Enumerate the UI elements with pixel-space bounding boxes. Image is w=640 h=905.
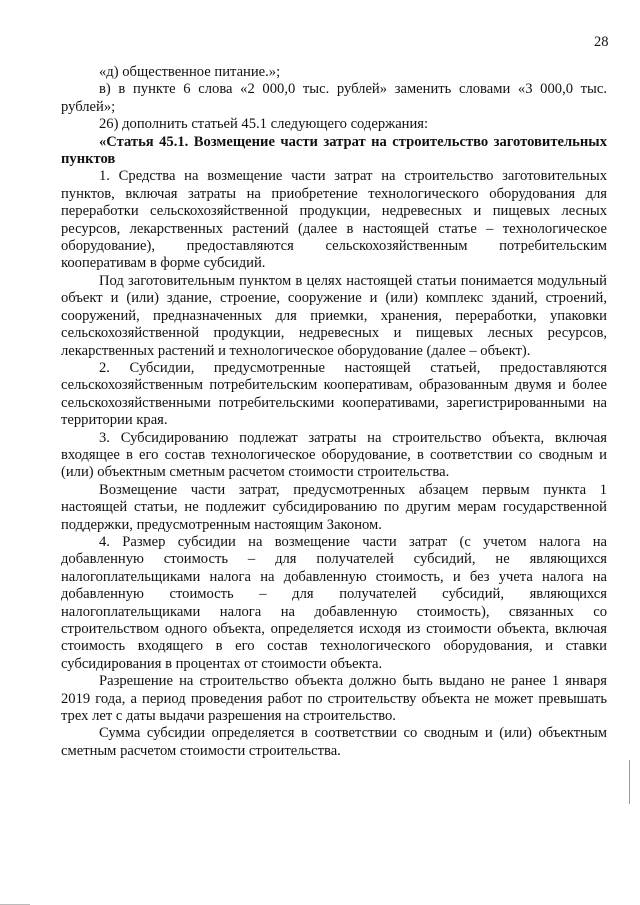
article-heading: «Статья 45.1. Возмещение части затрат на строительство заготовительных пунктов: [61, 133, 607, 168]
paragraph-point-3: 3. Субсидированию подлежат затраты на строительство объекта, включая входящее в его состав технологическое оборудование, в соответствии со сводным и (или) объектным сметным расчетом стоимости строительства.: [61, 429, 607, 481]
paragraph-item-26: 26) дополнить статьей 45.1 следующего содержания:: [99, 116, 429, 133]
paragraph-point-3-note: Возмещение части затрат, предусмотренных абзацем первым пункта 1 настоящей статьи, не подлежит субсидированию по другим мерам государственной поддержки, предусмотренным настоящим Законом.: [61, 481, 607, 533]
paragraph-point-1: 1. Средства на возмещение части затрат на строительство заготовительных пунктов, включая затраты на приобретение технологического оборудования для переработки сельскохозяйственной продукции, недревесных и пищевых лесных ресурсов, лекарственных растений (далее в настоящей статье – технологическое оборудование), предоставляются сельскохозяйственным потребительским кооперативам в форме субсидий.: [61, 168, 607, 272]
paragraph-point-4: 4. Размер субсидии на возмещение части затрат (с учетом налога на добавленную стоимость – для получателей субсидий, не являющихся налогоплательщиками налога на добавленную стоимость, и без учета налога на добавленную стоимость – для получателей субсидий, являющихся налогоплательщиками налога на добавленную стоимость), связанных со строительством одного объекта, определяется исходя из стоимости объекта, включая стоимость входящего в его состав технологического оборудования, и ставки субсидирования в процентах от стоимости объекта.: [61, 533, 607, 672]
paragraph-permit: Разрешение на строительство объекта должно быть выдано не ранее 1 января 2019 года, а период проведения работ по строительству объекта не может превышать трех лет с даты выдачи разрешения на строительство.: [61, 673, 607, 725]
paragraph-point-2: 2. Субсидии, предусмотренные настоящей статьей, предоставляются сельскохозяйственным потребительским кооперативам, образованным двумя и более сельскохозяйственными потребительскими кооперативами, зарегистрированными на территории края.: [61, 359, 607, 429]
paragraph-definition: Под заготовительным пунктом в целях настоящей статьи понимается модульный объект и (или) здание, строение, сооружение и (или) комплекс зданий, строений, сооружений, предназначенных для приемки, хранения, переработки, упаковки сельскохозяйственной продукции, недревесных и пищевых лесных ресурсов, лекарственных растений и технологическое оборудование (далее – объект).: [61, 272, 607, 359]
paragraph-item-d: «д) общественное питание.»;: [99, 64, 281, 80]
paragraph-item-v: в) в пункте 6 слова «2 000,0 тыс. рублей» заменить словами «3 000,0 тыс. рублей»;: [61, 81, 607, 115]
paragraph-amount: Сумма субсидии определяется в соответствии со сводным и (или) объектным сметным расчетом стоимости строительства.: [61, 725, 607, 759]
page-number: 28: [594, 34, 609, 50]
scan-margin-line: [629, 760, 630, 804]
document-body: [61, 64, 607, 760]
